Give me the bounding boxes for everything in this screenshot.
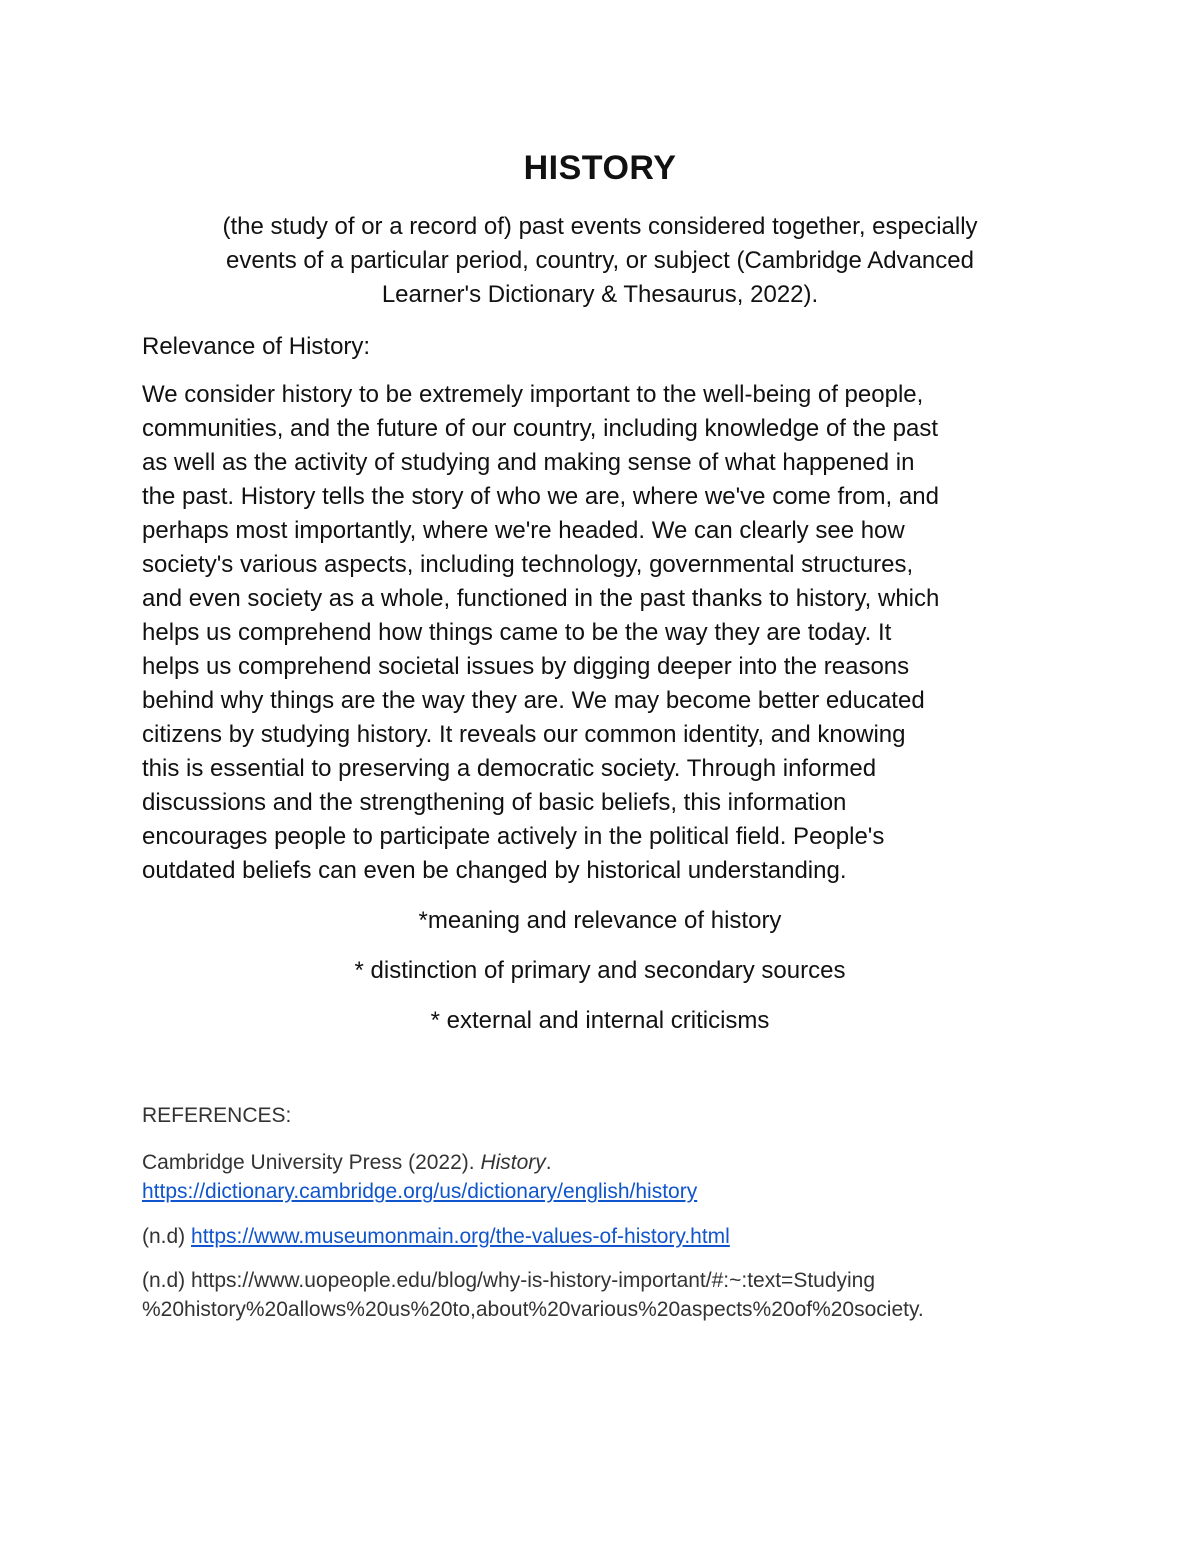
document-title: HISTORY	[523, 149, 677, 187]
reference-title: History	[480, 1151, 546, 1174]
reference-prefix: Cambridge University Press (2022).	[142, 1151, 481, 1174]
body-line: citizens by studying history. It reveals our common identity, and knowing	[142, 721, 906, 748]
relevance-paragraph	[142, 378, 1062, 888]
reference-line: %20history%20allows%20us%20to,about%20various%20aspects%20of%20society.	[142, 1298, 924, 1321]
body-line: as well as the activity of studying and making sense of what happened in	[142, 449, 915, 476]
body-line: communities, and the future of our country, including knowledge of the past	[142, 415, 939, 442]
body-line: this is essential to preserving a democratic society. Through informed	[142, 755, 877, 782]
reference-cambridge	[142, 1148, 1082, 1206]
body-line: encourages people to participate actively in the political field. People's	[142, 823, 885, 850]
reference-uopeople	[142, 1266, 1082, 1324]
topic-item: *meaning and relevance of history	[418, 907, 782, 934]
body-line: discussions and the strengthening of basic beliefs, this information	[142, 789, 847, 816]
body-line: society's various aspects, including technology, governmental structures,	[142, 551, 914, 578]
body-line: the past. History tells the story of who we are, where we've come from, and	[142, 483, 939, 510]
topic-item: * distinction of primary and secondary sources	[354, 957, 846, 984]
reference-museum	[142, 1222, 1082, 1251]
body-line: behind why things are the way they are. We may become better educated	[142, 687, 925, 714]
body-line: helps us comprehend societal issues by digging deeper into the reasons	[142, 653, 910, 680]
references-heading: REFERENCES:	[142, 1104, 292, 1127]
reference-link-museum[interactable]: https://www.museumonmain.org/the-values-of-history.html	[191, 1225, 730, 1248]
definition-line: (the study of or a record of) past events considered together, especially	[222, 213, 978, 240]
body-line: perhaps most importantly, where we're headed. We can clearly see how	[142, 517, 905, 544]
reference-link-cambridge[interactable]: https://dictionary.cambridge.org/us/dictionary/english/history	[142, 1180, 698, 1203]
reference-prefix: (n.d)	[142, 1225, 192, 1248]
reference-suffix: .	[545, 1151, 552, 1174]
topics-list	[0, 904, 1200, 1054]
reference-line: (n.d) https://www.uopeople.edu/blog/why-is-history-important/#:~:text=Studying	[142, 1269, 876, 1292]
body-line: outdated beliefs can even be changed by historical understanding.	[142, 857, 847, 884]
definition-line: Learner's Dictionary & Thesaurus, 2022).	[381, 281, 819, 308]
body-line: and even society as a whole, functioned in the past thanks to history, which	[142, 585, 940, 612]
reference-citation	[142, 1148, 1082, 1177]
definition-line: events of a particular period, country, or subject (Cambridge Advanced	[226, 247, 974, 274]
relevance-heading: Relevance of History:	[142, 333, 371, 360]
body-line: helps us comprehend how things came to be the way they are today. It	[142, 619, 892, 646]
body-line: We consider history to be extremely important to the well-being of people,	[142, 381, 924, 408]
topic-item: * external and internal criticisms	[430, 1007, 770, 1034]
definition-paragraph	[140, 210, 1060, 312]
